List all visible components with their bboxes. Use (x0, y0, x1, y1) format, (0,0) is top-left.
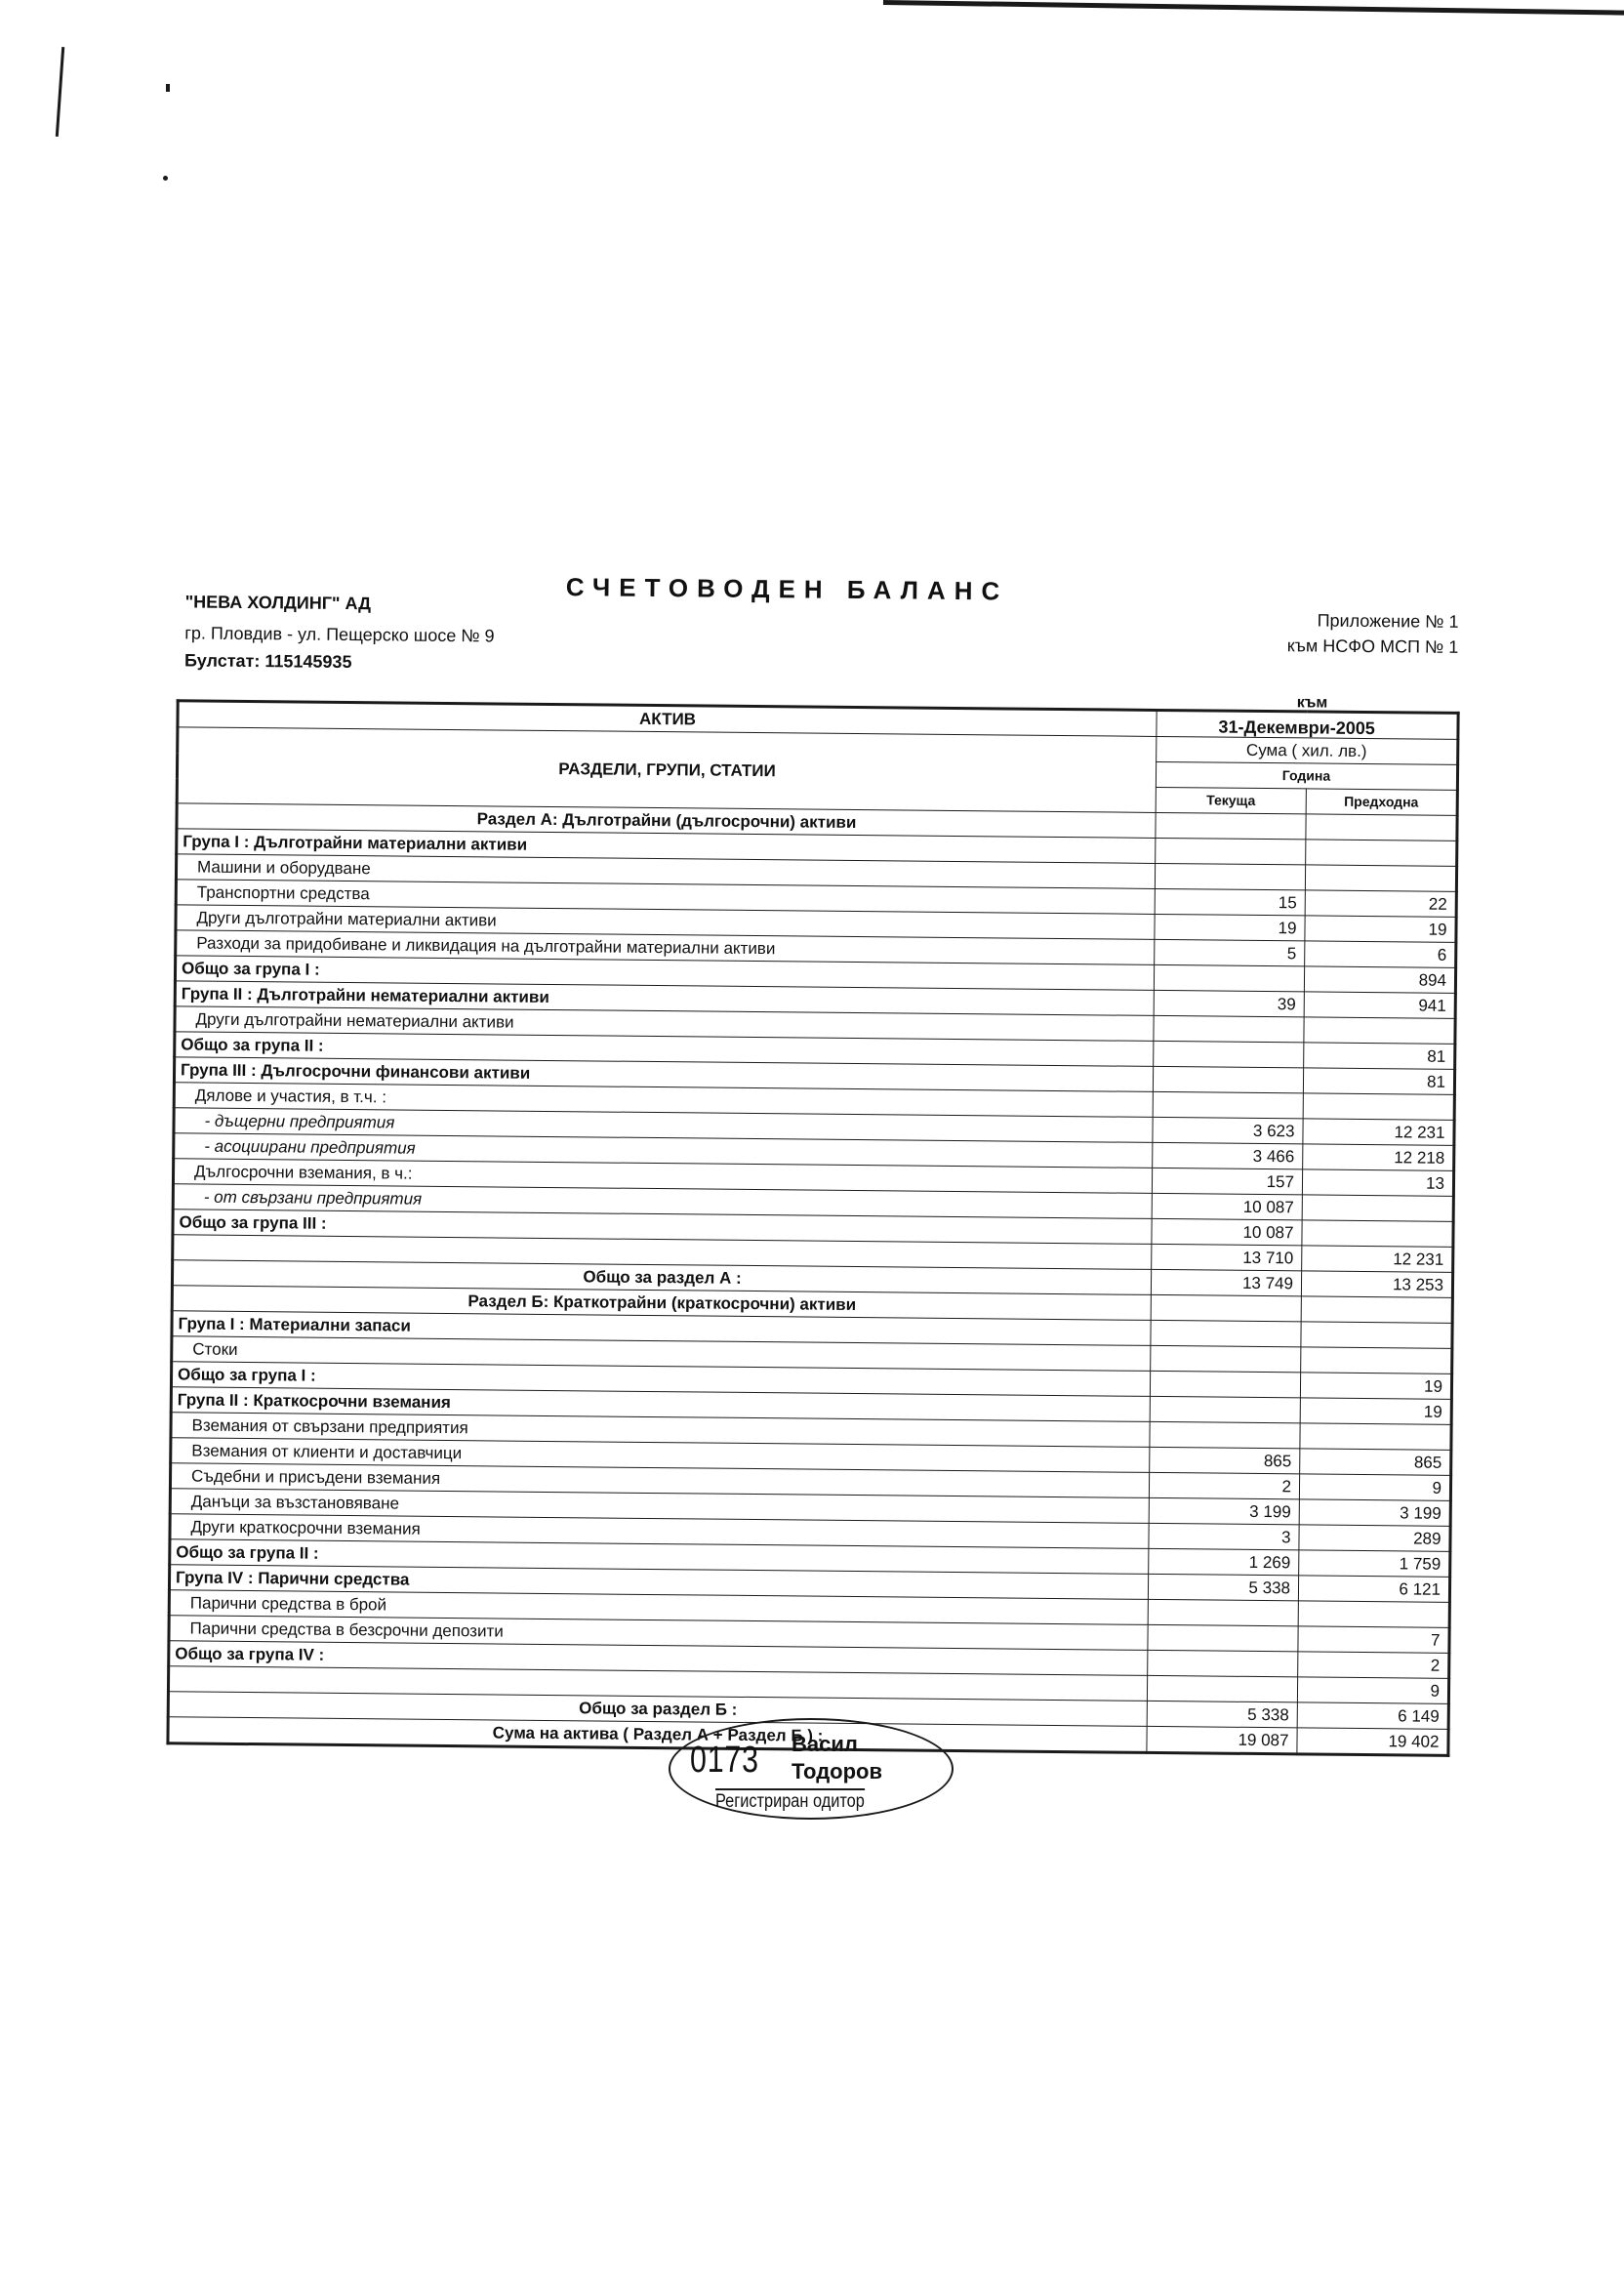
stamp-last-name: Тодоров (792, 1759, 883, 1784)
row-current-value (1153, 1066, 1303, 1092)
row-label: Общо за група III : (173, 1210, 1152, 1245)
row-previous-value: 13 253 (1301, 1271, 1452, 1297)
row-current-value (1156, 812, 1306, 839)
row-label: Раздел А: Дълготрайни (дългосрочни) активи (177, 803, 1156, 839)
row-label: Други дълготрайни нематериални активи (175, 1006, 1154, 1042)
row-current-value: 5 (1155, 939, 1305, 965)
row-label: Вземания от свързани предприятия (171, 1413, 1150, 1448)
row-previous-value: 3 199 (1299, 1499, 1450, 1526)
row-current-value (1148, 1650, 1298, 1676)
row-current-value: 3 623 (1153, 1117, 1303, 1143)
row-label: Група I : Материални запаси (172, 1311, 1151, 1346)
row-previous-value: 19 (1305, 916, 1456, 942)
stamp-first-name: Васил (792, 1732, 858, 1756)
header-year: Година (1156, 761, 1457, 790)
row-label: Група II : Дълготрайни нематериални активи (175, 981, 1154, 1016)
row-current-value: 157 (1152, 1168, 1302, 1194)
row-current-value: 19 (1155, 914, 1305, 940)
row-current-value (1148, 1624, 1298, 1651)
row-current-value: 2 (1149, 1472, 1299, 1498)
row-label: Общо за група IV : (169, 1641, 1148, 1676)
row-current-value (1156, 838, 1306, 864)
row-label: Машини и оборудване (176, 854, 1155, 889)
row-previous-value: 12 231 (1303, 1119, 1454, 1145)
annex-reference: Приложение № 1 (1317, 610, 1459, 632)
row-current-value: 5 338 (1147, 1701, 1297, 1727)
row-label: Група II : Краткосрочни вземания (171, 1387, 1150, 1422)
row-current-value (1154, 964, 1304, 991)
row-previous-value (1304, 1017, 1455, 1044)
row-current-value: 5 338 (1148, 1574, 1298, 1600)
header-sections: РАЗДЕЛИ, ГРУПИ, СТАТИИ (177, 727, 1157, 813)
row-label: Сума на актива ( Раздел А + Раздел Б ) : (168, 1717, 1147, 1753)
annex-standard: към НСФО МСП № 1 (1286, 636, 1459, 657)
stamp-number: 0173 (690, 1740, 759, 1781)
row-current-value: 13 710 (1152, 1244, 1302, 1270)
as-of-label: към (1296, 694, 1328, 712)
header-current: Текуща (1156, 787, 1306, 813)
row-previous-value: 6 149 (1297, 1702, 1448, 1729)
row-current-value (1151, 1294, 1301, 1321)
scan-mark-dot-2 (163, 176, 168, 181)
row-previous-value (1306, 814, 1457, 840)
row-previous-value: 9 (1297, 1677, 1448, 1703)
company-bulstat: Булстат: 115145935 (183, 650, 352, 673)
row-previous-value (1301, 1347, 1452, 1374)
row-current-value (1147, 1675, 1297, 1702)
row-current-value: 15 (1155, 888, 1305, 915)
row-current-value: 3 (1149, 1523, 1299, 1549)
row-current-value: 3 466 (1153, 1142, 1303, 1168)
row-current-value: 3 199 (1149, 1497, 1299, 1524)
row-label: Транспортни средства (176, 880, 1155, 915)
row-label: Общо за раздел Б : (168, 1692, 1147, 1727)
row-label: - от свързани предприятия (173, 1184, 1152, 1219)
row-current-value (1154, 1041, 1304, 1067)
row-previous-value: 6 (1305, 941, 1456, 967)
header-previous: Предходна (1306, 789, 1457, 815)
row-label: Дългосрочни вземания, в ч.: (173, 1159, 1152, 1194)
row-current-value: 10 087 (1152, 1193, 1302, 1219)
row-current-value (1150, 1396, 1300, 1422)
row-current-value: 39 (1154, 990, 1304, 1016)
document-title: СЧЕТОВОДЕН БАЛАНС (565, 572, 1009, 606)
row-current-value (1155, 863, 1305, 889)
row-label: Общо за група II : (170, 1539, 1149, 1575)
row-previous-value (1301, 1322, 1452, 1348)
row-previous-value: 19 (1300, 1398, 1451, 1424)
row-previous-value (1302, 1220, 1453, 1247)
row-label: Общо за група I : (171, 1362, 1150, 1397)
row-label: Данъци за възстановяване (170, 1489, 1149, 1524)
row-current-value: 865 (1150, 1447, 1300, 1473)
row-label: Дялове и участия, в т.ч. : (174, 1083, 1153, 1118)
row-label: Общо за група I : (175, 956, 1154, 991)
row-previous-value (1300, 1423, 1451, 1450)
row-current-value (1148, 1599, 1298, 1625)
row-previous-value: 12 218 (1303, 1144, 1454, 1170)
scan-mark-vertical (56, 47, 64, 137)
row-current-value (1151, 1320, 1301, 1346)
company-name: "НЕВА ХОЛДИНГ" АД (184, 592, 372, 614)
row-label: - дъщерни предприятия (174, 1108, 1153, 1143)
row-label: Общо за раздел А : (172, 1260, 1151, 1295)
row-label: Група IV : Парични средства (169, 1565, 1148, 1600)
row-label: Общо за група II : (175, 1032, 1154, 1067)
row-label: Парични средства в безсрочни депозити (169, 1616, 1148, 1651)
row-previous-value: 2 (1298, 1652, 1449, 1678)
row-previous-value: 19 (1300, 1373, 1451, 1399)
header-amount: Сума ( хил. лв.) (1157, 736, 1458, 764)
row-previous-value: 1 759 (1299, 1550, 1450, 1577)
row-current-value: 19 087 (1147, 1726, 1297, 1753)
row-previous-value (1301, 1296, 1452, 1323)
row-label: Стоки (172, 1336, 1151, 1372)
header-aktiv: АКТИВ (178, 701, 1157, 737)
row-label: Група III : Дългосрочни финансови активи (174, 1057, 1153, 1092)
company-address: гр. Пловдив - ул. Пещерско шосе № 9 (184, 623, 495, 646)
row-previous-value: 9 (1299, 1474, 1450, 1500)
row-label: Разходи за придобиване и ликвидация на дълготрайни материални активи (176, 930, 1155, 965)
as-of-date: 31-Декември-2005 (1218, 717, 1375, 739)
row-previous-value: 289 (1299, 1525, 1450, 1551)
row-current-value (1150, 1371, 1300, 1397)
row-previous-value: 22 (1305, 890, 1456, 917)
row-previous-value: 7 (1298, 1626, 1449, 1653)
row-label: Други краткосрочни вземания (170, 1514, 1149, 1549)
row-previous-value (1305, 865, 1456, 891)
row-label: Раздел Б: Краткотрайни (краткосрочни) активи (172, 1286, 1151, 1321)
balance-table-body (168, 701, 1458, 1756)
row-previous-value: 894 (1304, 966, 1455, 993)
row-current-value (1154, 1015, 1304, 1042)
row-previous-value (1302, 1195, 1453, 1221)
row-previous-value: 13 (1302, 1169, 1453, 1196)
row-previous-value: 81 (1303, 1068, 1454, 1094)
row-previous-value: 865 (1300, 1449, 1451, 1475)
row-previous-value: 12 231 (1302, 1246, 1453, 1272)
row-current-value: 10 087 (1152, 1218, 1302, 1245)
row-current-value: 13 749 (1151, 1269, 1301, 1295)
stamp-role: Регистриран одитор (715, 1788, 865, 1813)
header-blank (1157, 710, 1458, 739)
row-previous-value: 941 (1304, 992, 1455, 1018)
row-previous-value: 19 402 (1297, 1728, 1448, 1755)
row-label: Парични средства в брой (169, 1590, 1148, 1625)
auditor-stamp (669, 1718, 954, 1820)
row-label: Съдебни и присъдени вземания (170, 1463, 1149, 1498)
row-previous-value: 81 (1304, 1043, 1455, 1069)
scan-edge-line (883, 0, 1624, 16)
row-label: - асоциирани предприятия (174, 1133, 1153, 1168)
row-current-value: 1 269 (1149, 1548, 1299, 1575)
row-label: Вземания от клиенти и доставчици (171, 1438, 1150, 1473)
row-current-value (1151, 1345, 1301, 1372)
row-current-value (1150, 1421, 1300, 1448)
row-previous-value: 6 121 (1298, 1576, 1449, 1602)
row-label: Група I : Дълготрайни материални активи (177, 829, 1156, 864)
row-previous-value (1298, 1601, 1449, 1627)
scan-mark-dot-1 (166, 84, 170, 92)
row-previous-value (1306, 840, 1457, 866)
row-label: Други дълготрайни материални активи (176, 905, 1155, 940)
balance-table (166, 699, 1459, 1757)
row-previous-value (1303, 1093, 1454, 1120)
row-current-value (1153, 1091, 1303, 1118)
